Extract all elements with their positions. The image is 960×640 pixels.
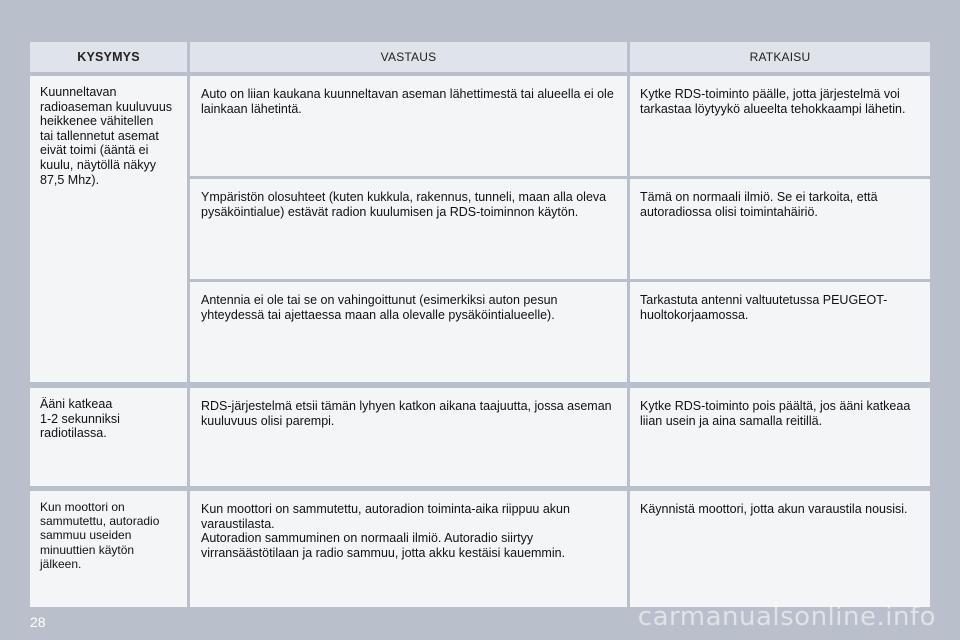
answer-cell: Kun moottori on sammutettu, autoradion toiminta-aika riippuu akun varaustilasta. Autoradion sammuminen on normaali ilmiö. Autoradio siirtyy virransäästötilaan ja radio sammuu, jotta akku kestäisi kauemmin. xyxy=(190,491,627,607)
page-number: 28 xyxy=(30,614,46,630)
answer-cell: RDS-järjestelmä etsii tämän lyhyen katkon aikana taajuutta, jossa aseman kuuluvuus olisi parempi. xyxy=(190,388,627,486)
header-solution: RATKAISU xyxy=(630,42,930,72)
answer-cell: Ympäristön olosuhteet (kuten kukkula, rakennus, tunneli, maan alla oleva pysäköintialue) estävät radion kuulumisen ja RDS-toiminnon käytön. xyxy=(190,179,627,279)
answer-cell: Auto on liian kaukana kuunneltavan aseman lähettimestä tai alueella ei ole lainkaan lähetintä. xyxy=(190,76,627,176)
header-answer: VASTAUS xyxy=(190,42,627,72)
solution-cell: Tämä on normaali ilmiö. Se ei tarkoita, että autoradiossa olisi toimintahäiriö. xyxy=(630,179,930,279)
solution-cell: Tarkastuta antenni valtuutetussa PEUGEOT- huoltokorjaamossa. xyxy=(630,282,930,382)
answer-cell: Antennia ei ole tai se on vahingoittunut (esimerkiksi auton pesun yhteydessä tai ajettaessa maan alla olevalle pysäköintialueelle). xyxy=(190,282,627,382)
question-cell: Ääni katkeaa 1-2 sekunniksi radiotilassa. xyxy=(30,388,187,486)
watermark: carmanualsonline.info xyxy=(637,602,936,632)
question-cell: Kun moottori on sammutettu, autoradio sammuu useiden minuuttien käytön jälkeen. xyxy=(30,491,187,607)
solution-cell: Kytke RDS-toiminto päälle, jotta järjestelmä voi tarkastaa löytyykö alueelta tehokkaampi lähetin. xyxy=(630,76,930,176)
question-cell: Kuunneltavan radioaseman kuuluvuus heikkenee vähitellen tai tallennetut asemat eivät toimi (ääntä ei kuulu, näytöllä näkyy 87,5 Mhz). xyxy=(30,76,187,382)
header-question: KYSYMYS xyxy=(30,42,187,72)
solution-cell: Kytke RDS-toiminto pois päältä, jos ääni katkeaa liian usein ja aina samalla reitillä. xyxy=(630,388,930,486)
solution-cell: Käynnistä moottori, jotta akun varaustila nousisi. xyxy=(630,491,930,607)
